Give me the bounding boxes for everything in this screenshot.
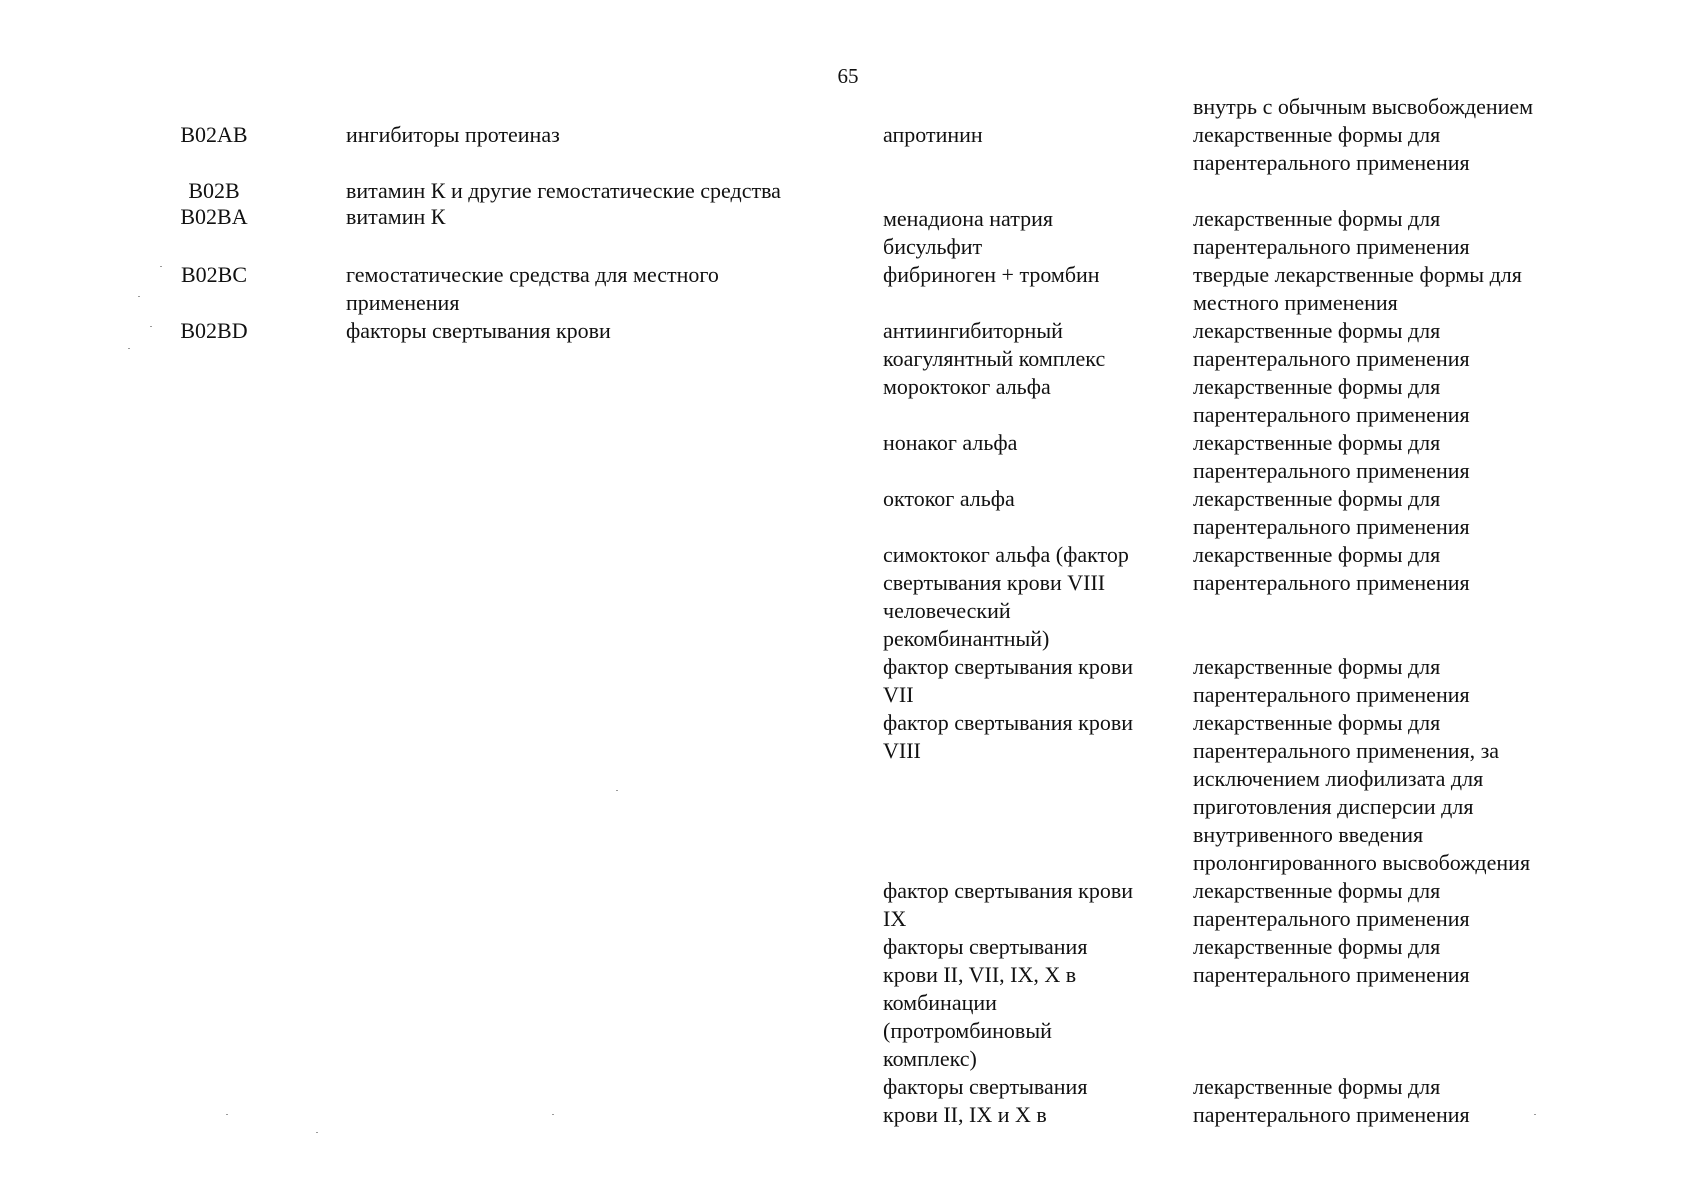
drug-name-line: мороктоког альфа [883, 374, 1051, 399]
scan-speck [316, 1132, 318, 1133]
dosage-form-line: местного применения [1193, 290, 1398, 315]
scan-speck [552, 1114, 554, 1115]
drug-name-line: менадиона натрия [883, 206, 1053, 231]
drug-name-line: крови II, IX и X в [883, 1102, 1047, 1127]
atc-group: витамин К и другие гемостатические средства [346, 178, 781, 203]
drug-name-line: фактор свертывания крови [883, 710, 1134, 735]
dosage-form-line: парентерального применения [1193, 402, 1470, 427]
dosage-form-line: парентерального применения [1193, 346, 1470, 371]
dosage-form-line: парентерального применения [1193, 150, 1470, 175]
dosage-form-line: парентерального применения [1193, 682, 1470, 707]
dosage-form-line: лекарственные формы для [1193, 542, 1441, 567]
scan-speck [226, 1114, 228, 1115]
dosage-form-line: парентерального применения [1193, 962, 1470, 987]
atc-group: гемостатические средства для местного [346, 262, 719, 287]
atc-code: B02B [188, 178, 240, 203]
drug-name-line: симоктоког альфа (фактор [883, 542, 1129, 567]
dosage-form-line: парентерального применения [1193, 234, 1470, 259]
drug-name-line: апротинин [883, 122, 983, 147]
drug-name-line: свертывания крови VIII [883, 570, 1106, 595]
atc-group: применения [346, 290, 460, 315]
dosage-form-line: пролонгированного высвобождения [1193, 850, 1531, 875]
drug-name-line: (протромбиновый [883, 1018, 1052, 1043]
dosage-form-line: лекарственные формы для [1193, 430, 1441, 455]
drug-name-line: нонаког альфа [883, 430, 1018, 455]
drug-name-line: бисульфит [883, 234, 983, 259]
drug-name-line: крови II, VII, IX, X в [883, 962, 1077, 987]
atc-code: B02BA [180, 204, 248, 229]
dosage-form-line: внутрь с обычным высвобождением [1193, 94, 1534, 119]
dosage-form-line: лекарственные формы для [1193, 374, 1441, 399]
drug-name-line: фактор свертывания крови [883, 654, 1134, 679]
atc-group: ингибиторы протеиназ [346, 122, 560, 147]
drug-name-line: фибриноген + тромбин [883, 262, 1100, 287]
dosage-form-line: парентерального применения, за [1193, 738, 1500, 763]
dosage-form-line: парентерального применения [1193, 1102, 1470, 1127]
dosage-form-line: внутривенного введения [1193, 822, 1424, 847]
dosage-form-line: твердые лекарственные формы для [1193, 262, 1522, 287]
atc-group: факторы свертывания крови [346, 318, 611, 343]
atc-code: B02BC [180, 262, 248, 287]
dosage-form-line: лекарственные формы для [1193, 710, 1441, 735]
drug-name-line: комплекс) [883, 1046, 977, 1071]
dosage-form-line: лекарственные формы для [1193, 486, 1441, 511]
scan-speck [1534, 1114, 1536, 1115]
dosage-form-line: лекарственные формы для [1193, 318, 1441, 343]
dosage-form-line: исключением лиофилизата для [1193, 766, 1484, 791]
drug-name-line: IX [883, 906, 907, 931]
drug-name-line: рекомбинантный) [883, 626, 1050, 651]
dosage-form-line: парентерального применения [1193, 906, 1470, 931]
page-number: 65 [837, 64, 859, 88]
drug-name-line: антиингибиторный [883, 318, 1063, 343]
drug-name-line: факторы свертывания [883, 1074, 1088, 1099]
atc-group: витамин К [346, 204, 446, 229]
drug-name-line: фактор свертывания крови [883, 878, 1134, 903]
dosage-form-line: парентерального применения [1193, 514, 1470, 539]
atc-code: B02BD [180, 318, 248, 343]
scan-speck [128, 348, 130, 349]
dosage-form-line: лекарственные формы для [1193, 878, 1441, 903]
atc-code: B02AB [180, 122, 248, 147]
dosage-form-line: лекарственные формы для [1193, 934, 1441, 959]
scan-speck [160, 266, 162, 267]
dosage-form-line: приготовления дисперсии для [1193, 794, 1474, 819]
dosage-form-line: лекарственные формы для [1193, 122, 1441, 147]
drug-name-line: VII [883, 682, 914, 707]
drug-name-line: октоког альфа [883, 486, 1015, 511]
drug-name-line: факторы свертывания [883, 934, 1088, 959]
drug-name-line: комбинации [883, 990, 997, 1015]
dosage-form-line: лекарственные формы для [1193, 654, 1441, 679]
dosage-form-line: лекарственные формы для [1193, 1074, 1441, 1099]
dosage-form-line: парентерального применения [1193, 570, 1470, 595]
drug-name-line: VIII [883, 738, 921, 763]
dosage-form-line: парентерального применения [1193, 458, 1470, 483]
drug-name-line: коагулянтный комплекс [883, 346, 1106, 371]
dosage-form-line: лекарственные формы для [1193, 206, 1441, 231]
scan-speck [138, 296, 140, 297]
drug-name-line: человеческий [883, 598, 1011, 623]
scan-speck [150, 326, 152, 327]
scan-speck [616, 790, 618, 791]
